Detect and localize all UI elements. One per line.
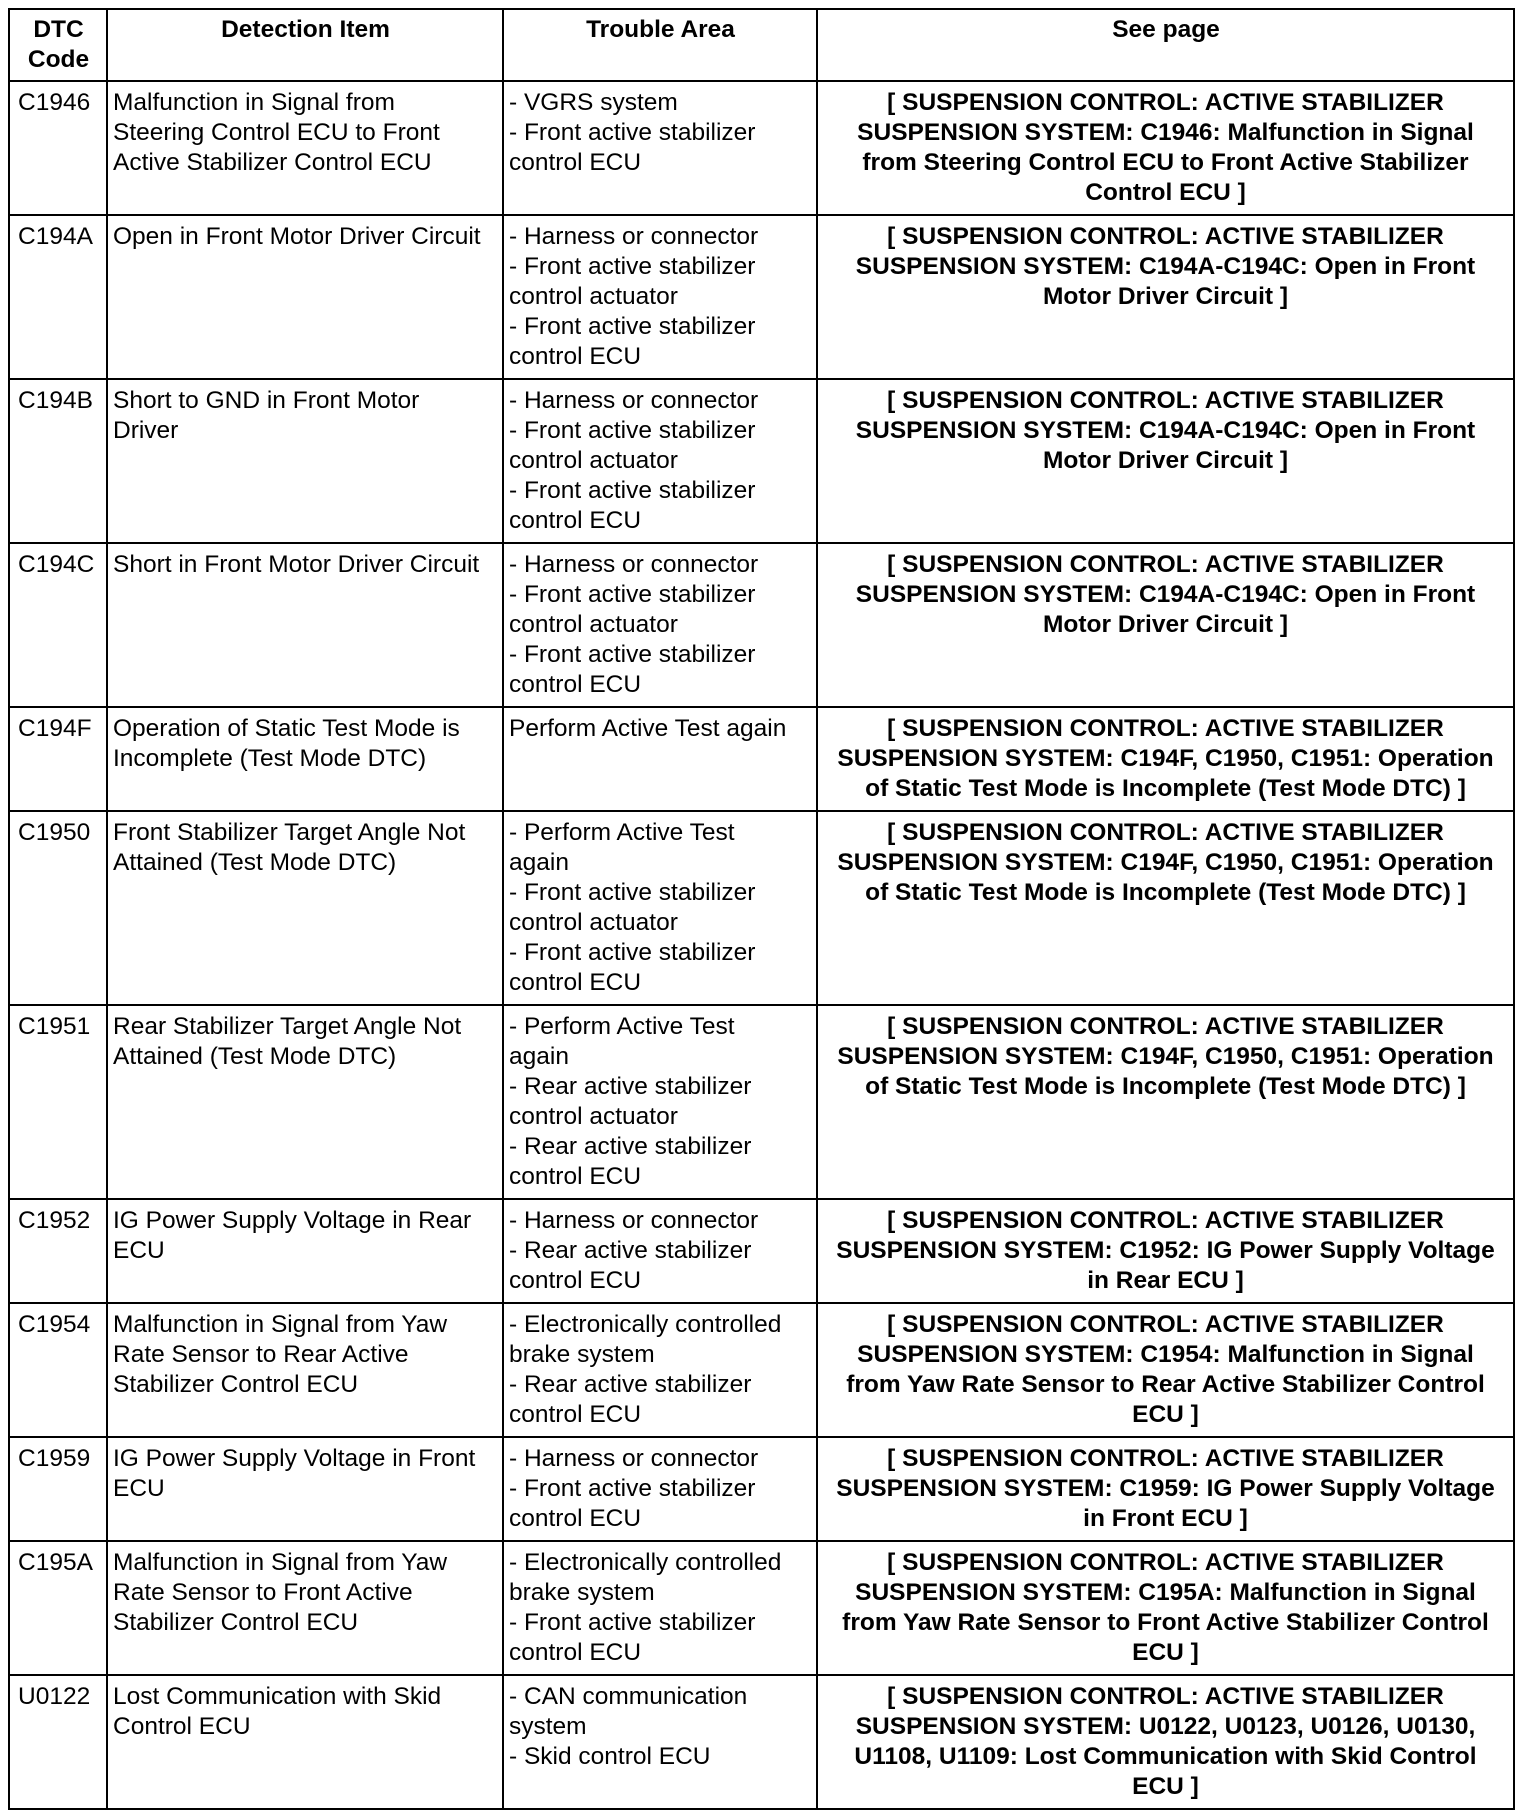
see-page-link[interactable]: [ SUSPENSION CONTROL: ACTIVE STABILIZER SUSPENSION SYSTEM: C1954: Malfunction in Signal from Yaw Rate Sensor to Rear Active Stabilizer Control ECU ] — [817, 1303, 1514, 1437]
trouble-area-cell: - Electronically controlled brake system - Rear active stabilizer control ECU — [503, 1303, 817, 1437]
detection-item-cell: Front Stabilizer Target Angle Not Attained (Test Mode DTC) — [107, 811, 503, 1005]
dtc-code-cell: C194B — [9, 379, 107, 543]
dtc-code-cell: U0122 — [9, 1675, 107, 1809]
see-page-link[interactable]: [ SUSPENSION CONTROL: ACTIVE STABILIZER SUSPENSION SYSTEM: C194F, C1950, C1951: Operation of Static Test Mode is Incomplete (Test Mode DTC) ] — [817, 811, 1514, 1005]
header-trouble-area: Trouble Area — [503, 9, 817, 81]
table-row — [9, 811, 1514, 1005]
trouble-area-cell: - VGRS system - Front active stabilizer control ECU — [503, 81, 817, 215]
dtc-code-cell: C1952 — [9, 1199, 107, 1303]
table-row — [9, 215, 1514, 379]
see-page-link[interactable]: [ SUSPENSION CONTROL: ACTIVE STABILIZER SUSPENSION SYSTEM: C1959: IG Power Supply Voltage in Front ECU ] — [817, 1437, 1514, 1541]
trouble-area-cell: - Harness or connector - Rear active stabilizer control ECU — [503, 1199, 817, 1303]
dtc-code-cell: C194A — [9, 215, 107, 379]
see-page-link[interactable]: [ SUSPENSION CONTROL: ACTIVE STABILIZER SUSPENSION SYSTEM: C195A: Malfunction in Signal from Yaw Rate Sensor to Front Active Stabilizer Control ECU ] — [817, 1541, 1514, 1675]
detection-item-cell: Malfunction in Signal from Yaw Rate Sensor to Rear Active Stabilizer Control ECU — [107, 1303, 503, 1437]
detection-item-cell: Rear Stabilizer Target Angle Not Attained (Test Mode DTC) — [107, 1005, 503, 1199]
see-page-link[interactable]: [ SUSPENSION CONTROL: ACTIVE STABILIZER SUSPENSION SYSTEM: C194F, C1950, C1951: Operation of Static Test Mode is Incomplete (Test Mode DTC) ] — [817, 707, 1514, 811]
detection-item-cell: IG Power Supply Voltage in Rear ECU — [107, 1199, 503, 1303]
see-page-link[interactable]: [ SUSPENSION CONTROL: ACTIVE STABILIZER SUSPENSION SYSTEM: C194A-C194C: Open in Front Motor Driver Circuit ] — [817, 543, 1514, 707]
trouble-area-cell: - CAN communication system - Skid control ECU — [503, 1675, 817, 1809]
detection-item-cell: Short in Front Motor Driver Circuit — [107, 543, 503, 707]
dtc-code-cell: C194F — [9, 707, 107, 811]
header-dtc-code: DTC Code — [9, 9, 107, 81]
table-row — [9, 1303, 1514, 1437]
trouble-area-cell: - Perform Active Test again - Front active stabilizer control actuator - Front active stabilizer control ECU — [503, 811, 817, 1005]
detection-item-cell: Lost Communication with Skid Control ECU — [107, 1675, 503, 1809]
dtc-code-cell: C1954 — [9, 1303, 107, 1437]
trouble-area-cell: - Harness or connector - Front active stabilizer control actuator - Front active stabilizer control ECU — [503, 543, 817, 707]
table-row — [9, 1005, 1514, 1199]
see-page-link[interactable]: [ SUSPENSION CONTROL: ACTIVE STABILIZER SUSPENSION SYSTEM: C1952: IG Power Supply Voltage in Rear ECU ] — [817, 1199, 1514, 1303]
table-body — [9, 81, 1514, 1809]
trouble-area-cell: - Harness or connector - Front active stabilizer control ECU — [503, 1437, 817, 1541]
dtc-table-container — [8, 8, 1515, 1810]
dtc-code-cell: C195A — [9, 1541, 107, 1675]
detection-item-cell: Operation of Static Test Mode is Incomplete (Test Mode DTC) — [107, 707, 503, 811]
detection-item-cell: Short to GND in Front Motor Driver — [107, 379, 503, 543]
see-page-link[interactable]: [ SUSPENSION CONTROL: ACTIVE STABILIZER SUSPENSION SYSTEM: C194A-C194C: Open in Front Motor Driver Circuit ] — [817, 379, 1514, 543]
table-row — [9, 1675, 1514, 1809]
table-row — [9, 379, 1514, 543]
trouble-area-cell: - Harness or connector - Front active stabilizer control actuator - Front active stabilizer control ECU — [503, 215, 817, 379]
trouble-area-cell: - Harness or connector - Front active stabilizer control actuator - Front active stabilizer control ECU — [503, 379, 817, 543]
trouble-area-cell: - Perform Active Test again - Rear active stabilizer control actuator - Rear active stabilizer control ECU — [503, 1005, 817, 1199]
see-page-link[interactable]: [ SUSPENSION CONTROL: ACTIVE STABILIZER SUSPENSION SYSTEM: C194F, C1950, C1951: Operation of Static Test Mode is Incomplete (Test Mode DTC) ] — [817, 1005, 1514, 1199]
header-see-page: See page — [817, 9, 1514, 81]
table-row — [9, 543, 1514, 707]
see-page-link[interactable]: [ SUSPENSION CONTROL: ACTIVE STABILIZER SUSPENSION SYSTEM: C1946: Malfunction in Signal from Steering Control ECU to Front Active Stabilizer Control ECU ] — [817, 81, 1514, 215]
header-detection-item: Detection Item — [107, 9, 503, 81]
table-header — [9, 9, 1514, 81]
detection-item-cell: Malfunction in Signal from Steering Control ECU to Front Active Stabilizer Control ECU — [107, 81, 503, 215]
trouble-area-cell: - Electronically controlled brake system - Front active stabilizer control ECU — [503, 1541, 817, 1675]
table-row — [9, 81, 1514, 215]
table-row — [9, 1437, 1514, 1541]
trouble-area-cell: Perform Active Test again — [503, 707, 817, 811]
see-page-link[interactable]: [ SUSPENSION CONTROL: ACTIVE STABILIZER SUSPENSION SYSTEM: U0122, U0123, U0126, U0130, U1108, U1109: Lost Communication with Skid Control ECU ] — [817, 1675, 1514, 1809]
dtc-code-cell: C1951 — [9, 1005, 107, 1199]
table-row — [9, 707, 1514, 811]
detection-item-cell: IG Power Supply Voltage in Front ECU — [107, 1437, 503, 1541]
dtc-code-cell: C1959 — [9, 1437, 107, 1541]
detection-item-cell: Malfunction in Signal from Yaw Rate Sensor to Front Active Stabilizer Control ECU — [107, 1541, 503, 1675]
table-row — [9, 1199, 1514, 1303]
dtc-code-cell: C1950 — [9, 811, 107, 1005]
detection-item-cell: Open in Front Motor Driver Circuit — [107, 215, 503, 379]
dtc-table — [8, 8, 1515, 1810]
table-row — [9, 1541, 1514, 1675]
dtc-code-cell: C194C — [9, 543, 107, 707]
dtc-code-cell: C1946 — [9, 81, 107, 215]
header-row — [9, 9, 1514, 81]
see-page-link[interactable]: [ SUSPENSION CONTROL: ACTIVE STABILIZER SUSPENSION SYSTEM: C194A-C194C: Open in Front Motor Driver Circuit ] — [817, 215, 1514, 379]
